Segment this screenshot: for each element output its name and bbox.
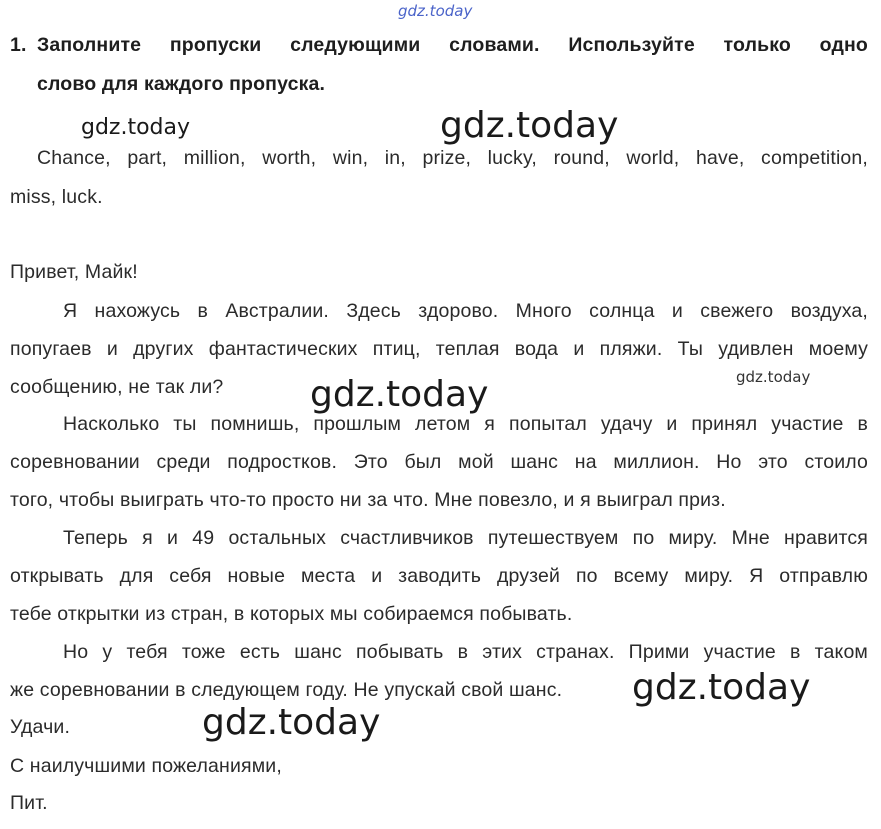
watermark: gdz.today [440, 105, 619, 146]
task-number: 1. [10, 34, 27, 56]
watermark: gdz.today [202, 702, 381, 743]
watermark: gdz.today [736, 368, 811, 386]
letter-greeting: Привет, Майк! [10, 261, 138, 283]
task-instruction-line: слово для каждого пропуска. [37, 73, 326, 95]
task-instruction-line: Заполните пропуски следующими словами. Используйте только одно [37, 34, 868, 56]
letter-line: Теперь я и 49 остальных счастливчиков путешествуем по миру. Мне нравится [63, 527, 868, 549]
watermark: gdz.today [310, 374, 489, 415]
letter-signature: Пит. [10, 792, 48, 814]
letter-line: же соревновании в следующем году. Не упускай свой шанс. [10, 679, 563, 701]
watermark: gdz.today [398, 2, 473, 20]
letter-line: Насколько ты помнишь, прошлым летом я попытал удачу и принял участие в [63, 413, 868, 435]
watermark: gdz.today [81, 115, 191, 140]
letter-line: того, чтобы выиграть что-то просто ни за что. Мне повезло, и я выиграл приз. [10, 489, 726, 511]
letter-closing: Удачи. [10, 716, 71, 738]
word-list-line: Chance, part, million, worth, win, in, prize, lucky, round, world, have, competition, [37, 147, 868, 169]
letter-line: попугаев и других фантастических птиц, теплая вода и пляжи. Ты удивлен моему [10, 338, 868, 360]
letter-closing: С наилучшими пожеланиями, [10, 755, 282, 777]
letter-line: Но у тебя тоже есть шанс побывать в этих странах. Прими участие в таком [63, 641, 868, 663]
letter-line: Я нахожусь в Австралии. Здесь здорово. Много солнца и свежего воздуха, [63, 300, 868, 322]
letter-line: тебе открытки из стран, в которых мы собираемся побывать. [10, 603, 573, 625]
watermark: gdz.today [632, 667, 811, 708]
word-list-line: miss, luck. [10, 186, 103, 208]
letter-line: открывать для себя новые места и заводить друзей по всему миру. Я отправлю [10, 565, 868, 587]
letter-line: соревновании среди подростков. Это был мой шанс на миллион. Но это стоило [10, 451, 868, 473]
letter-line: сообщению, не так ли? [10, 376, 224, 398]
